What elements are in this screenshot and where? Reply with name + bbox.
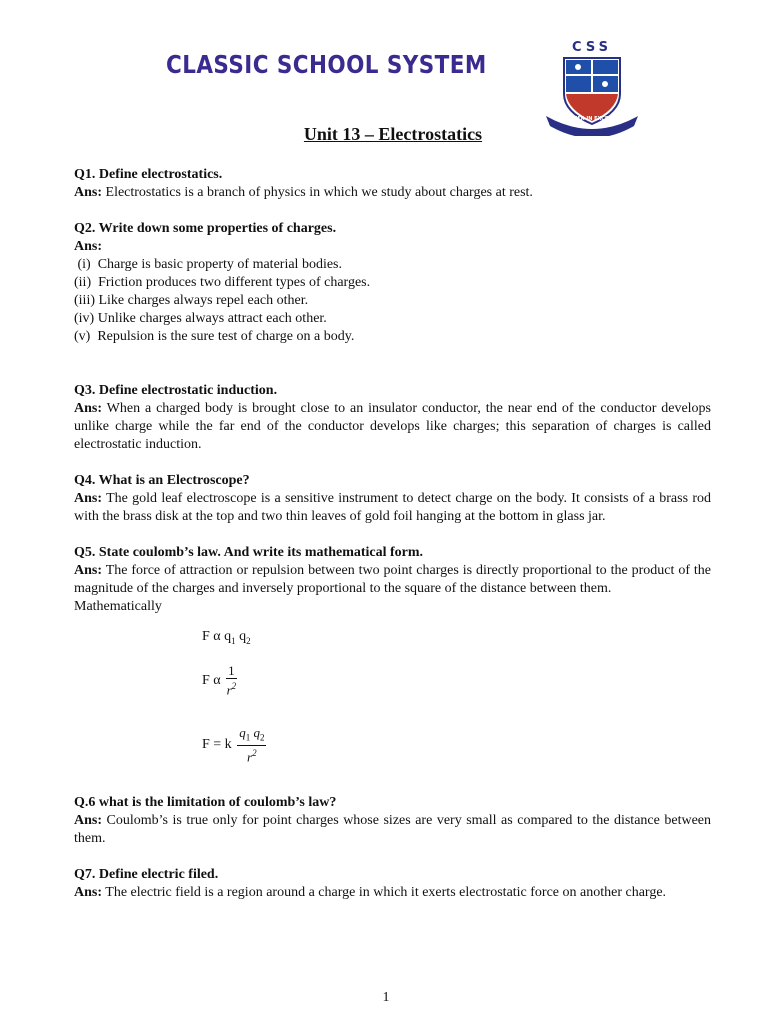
q6-block <box>74 794 711 848</box>
q4-block <box>74 472 711 526</box>
list-item: (i) Charge is basic property of material bodies. <box>74 257 342 272</box>
q5-answer-text: The force of attraction or repulsion between two point charges is directly proportional to the product of the magnitude of the charges and inversely proportional to the square of the distance between them. <box>74 563 712 596</box>
math-label: Mathematically <box>74 599 162 614</box>
q5-answer <box>74 562 711 598</box>
q5-block <box>74 544 711 794</box>
ans-label: Ans: <box>74 813 103 828</box>
q4-question: Q4. What is an Electroscope? <box>74 473 250 488</box>
q2-question: Q2. Write down some properties of charges. <box>74 221 337 236</box>
q6-question: Q.6 what is the limitation of coulomb’s law? <box>74 795 337 810</box>
q1-answer <box>74 184 711 202</box>
q4-answer-text: The gold leaf electroscope is a sensitive instrument to detect charge on the body. It consists of a brass rod with the brass disk at the top and two thin leaves of gold foil hanging at the bottom in glass jar. <box>74 491 711 524</box>
ans-label: Ans: <box>74 885 103 900</box>
q6-answer-text: Coulomb’s is true only for point charges whose sizes are very small as compared to the distance between them. <box>74 813 711 846</box>
list-item: (ii) Friction produces two different types of charges. <box>74 275 371 290</box>
document-body <box>74 166 711 920</box>
list-item: (iii) Like charges always repel each other. <box>74 293 309 308</box>
page-number: 1 <box>382 990 390 1005</box>
q4-answer <box>74 490 711 526</box>
q3-question: Q3. Define electrostatic induction. <box>74 383 278 398</box>
school-logo <box>542 40 642 136</box>
ans-label: Ans: <box>74 563 103 578</box>
formula-proportional-charges: F α $q_1$ $q_2$ <box>202 629 251 646</box>
q6-answer <box>74 812 711 848</box>
formula-inverse-square: F α $\frac{1}{r^2}$ <box>202 663 237 698</box>
coulomb-formulas <box>74 616 711 794</box>
q2-block <box>74 220 711 346</box>
list-item: (v) Repulsion is the sure test of charge on a body. <box>74 329 355 344</box>
q1-block <box>74 166 711 202</box>
unit-title: Unit 13 – Electrostatics <box>303 124 483 144</box>
formula-coulomb-law: F = k $\frac{q_1 q_2}{r^2}$ <box>202 725 265 764</box>
q3-answer <box>74 400 711 454</box>
q3-answer-text: When a charged body is brought close to an insulator conductor, the near end of the conductor develops unlike charge while the far end of the conductor develops like charges; this separation of charges is called electrostatic induction. <box>74 401 712 452</box>
logo-tagline: TOGETHER IN EXCELLENCE <box>554 116 630 122</box>
ans-label: Ans: <box>74 185 103 200</box>
q1-question: Q1. Define electrostatics. <box>74 167 223 182</box>
q3-block <box>74 382 711 454</box>
q7-answer-text: The electric field is a region around a charge in which it exerts electrostatic force on another charge. <box>105 885 667 900</box>
q7-question: Q7. Define electric filed. <box>74 867 219 882</box>
q1-answer-text: Electrostatics is a branch of physics in which we study about charges at rest. <box>105 185 533 200</box>
ans-label: Ans: <box>74 491 103 506</box>
q7-answer <box>74 884 711 902</box>
school-name: CLASSIC SCHOOL SYSTEM <box>166 50 487 79</box>
list-item: (iv) Unlike charges always attract each other. <box>74 311 327 326</box>
q7-block <box>74 866 711 902</box>
ans-label: Ans: <box>74 239 103 254</box>
q5-question: Q5. State coulomb’s law. And write its mathematical form. <box>74 545 424 560</box>
logo-initials: CSS <box>572 40 612 55</box>
ans-label: Ans: <box>74 401 103 416</box>
